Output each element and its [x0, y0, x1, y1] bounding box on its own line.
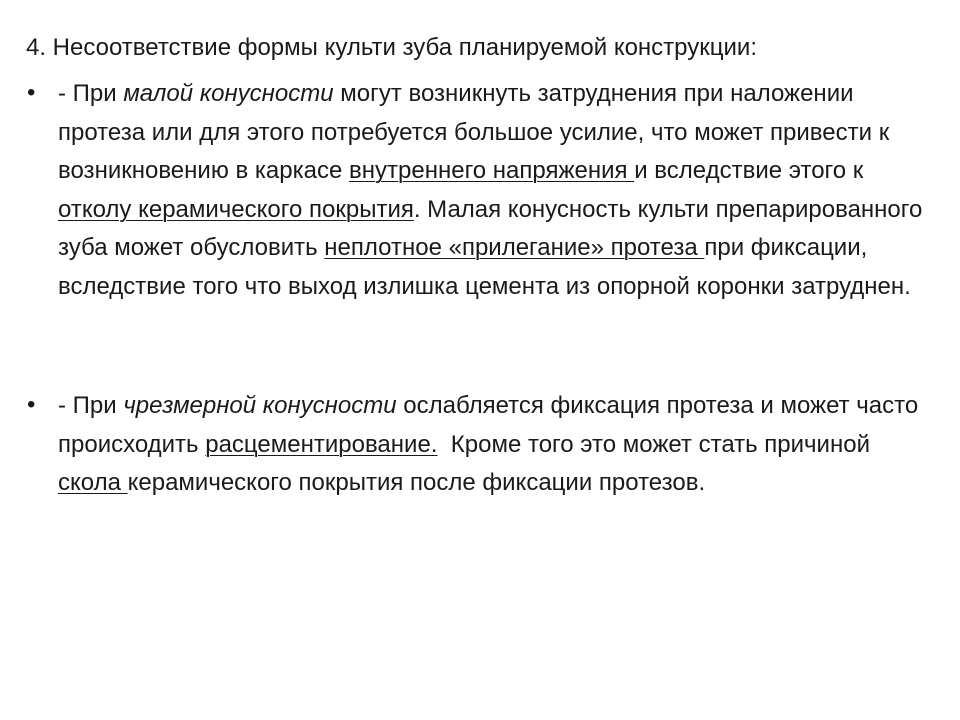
- text-segment: могут возникнуть затруднения при наложении протеза или для этого потребуется большое усилие, что может привести к возникновению в каркасе: [58, 80, 890, 185]
- text-segment: ослабляется фиксация протеза и может часто происходить: [58, 392, 919, 458]
- text-segment: - При: [58, 80, 124, 107]
- text-segment: керамического покрытия после фиксации протезов.: [127, 469, 706, 496]
- text-segment: и вследствие этого к: [634, 157, 864, 185]
- bullet-icon: •: [27, 391, 36, 418]
- italic-term: малой конусности: [123, 80, 334, 107]
- bullet-icon: •: [27, 79, 36, 106]
- italic-term: чрезмерной конусности: [123, 392, 397, 419]
- slide-heading: 4. Несоответствие формы культи зуба планируемой конструкции:: [26, 34, 757, 61]
- text-segment: Кроме того это может стать причиной: [437, 430, 884, 458]
- underlined-term: отколу керамического покрытия: [58, 195, 414, 223]
- text-segment: - При: [58, 392, 124, 419]
- underlined-term: скола: [58, 469, 128, 496]
- underlined-term: расцементирование.: [205, 430, 438, 458]
- underlined-term: внутреннего напряжения: [349, 157, 635, 185]
- text-segment: . Малая конусность культи препарированного зуба может обусловить: [58, 195, 923, 262]
- bullet-text: [58, 75, 938, 307]
- text-segment: при фиксации, вследствие того что выход излишка цемента из опорной коронки затруднен.: [58, 234, 911, 300]
- underlined-term: неплотное «прилегание» протеза: [324, 234, 705, 262]
- bullet-text: [58, 387, 938, 503]
